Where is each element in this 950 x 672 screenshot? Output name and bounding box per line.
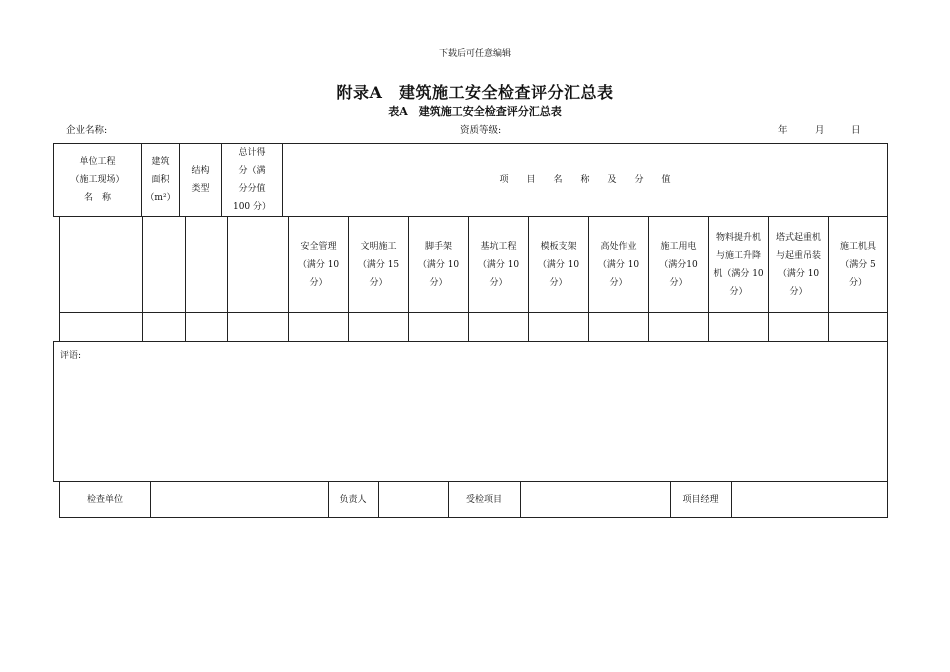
date-day: 日 (851, 125, 861, 136)
col-total-score: 总计得 分（满 分分值 100 分） (232, 148, 272, 212)
inspected-project-label: 受检项目 (465, 494, 502, 505)
comment-label: 评语: (60, 351, 82, 361)
col-unit-name: 单位工程 （施工现场） 名 称 (70, 157, 125, 203)
header-row (53, 143, 888, 217)
item-formwork: 模板支架 （满分 10 分） (537, 241, 580, 288)
item-electricity: 施工用电 （满分10 分） (659, 241, 698, 288)
qualification-label: 资质等级: (460, 125, 502, 136)
project-manager-label: 项目经理 (682, 494, 719, 505)
download-note: 下载后可任意编辑 (438, 49, 511, 59)
comment-box (53, 341, 888, 482)
col-structure: 结构 类型 (191, 166, 210, 194)
item-civilized-construction: 文明施工 （满分 15 分） (357, 241, 400, 288)
page-title: 附录A 建筑施工安全检查评分汇总表 (336, 83, 614, 102)
items-header: 项 目 名 称 及 分 值 (499, 175, 671, 185)
inspect-unit-label: 检查单位 (86, 494, 123, 505)
col-area: 建筑 面积 （m²） (145, 157, 176, 203)
date-month: 月 (815, 125, 825, 136)
items-grid (59, 216, 888, 342)
item-machinery: 施工机具 （满分 5 分） (839, 241, 876, 288)
item-work-at-height: 高处作业 （满分 10 分） (597, 241, 640, 288)
item-scaffold: 脚手架 （满分 10 分） (417, 241, 460, 288)
item-hoist: 物料提升机 与施工升降 机（满分 10 分） (713, 232, 764, 297)
company-name-label: 企业名称: (66, 125, 108, 136)
footer-row (59, 481, 888, 518)
date-year: 年 (778, 125, 788, 136)
item-foundation-pit: 基坑工程 （满分 10 分） (477, 241, 520, 288)
item-tower-crane: 塔式起重机 与起重吊装 （满分 10 分） (775, 232, 821, 297)
table-subtitle: 表A 建筑施工安全检查评分汇总表 (388, 105, 562, 118)
person-in-charge-label: 负责人 (339, 494, 367, 505)
item-safety-management: 安全管理 （满分 10 分） (297, 241, 340, 288)
